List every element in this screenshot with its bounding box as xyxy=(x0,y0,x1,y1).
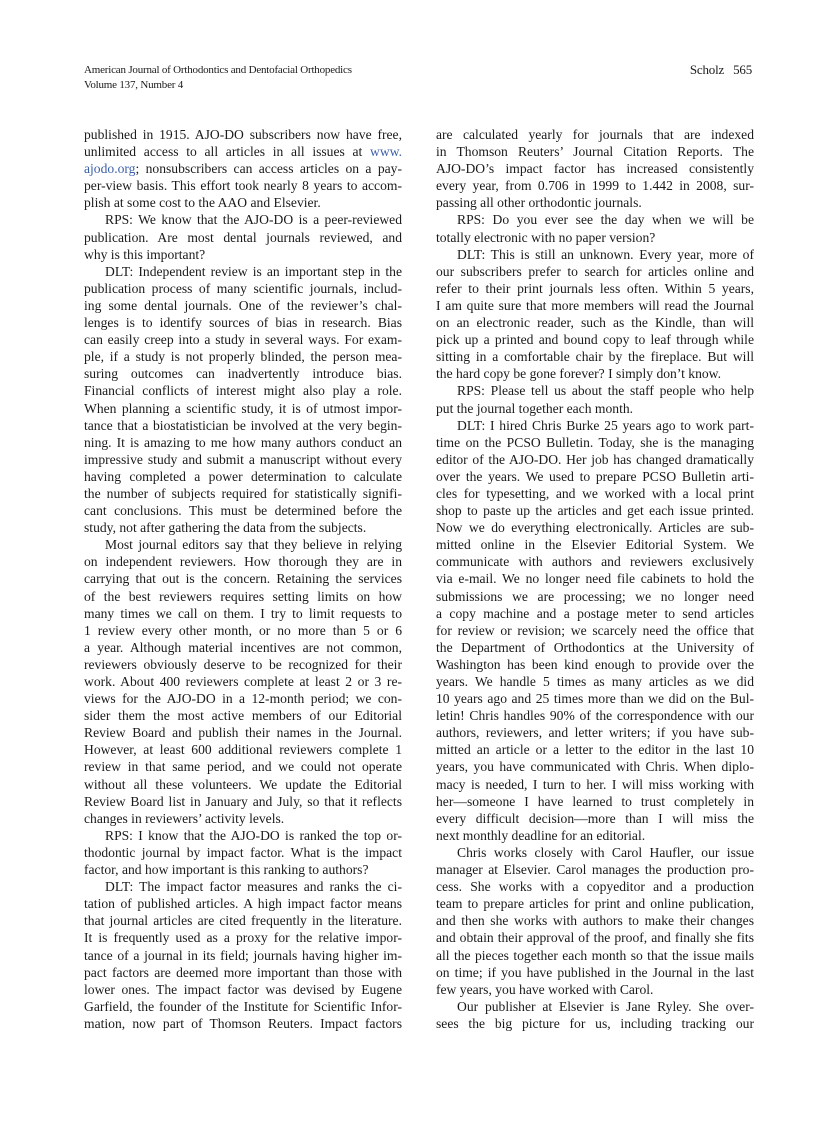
text-line: her—someone I have learned to trust completely in xyxy=(436,793,754,809)
paragraph xyxy=(84,536,402,827)
text-line: cant conclusions. This must be determined before the xyxy=(84,503,402,519)
text-line: years. We handle 5 times as many articles as we did xyxy=(436,674,754,689)
paragraph xyxy=(436,126,754,211)
text-line: sees the big picture for us, including tracking our xyxy=(436,1015,754,1031)
text-line: sider them the most active members of our Editorial xyxy=(84,708,402,724)
text-line: every year, from 0.706 in 1999 to 1.442 in 2008, sur- xyxy=(436,178,754,194)
text-line: AJO-DO’s impact factor has increased consistently xyxy=(436,161,754,177)
text-line: are calculated yearly for journals that are indexed xyxy=(436,127,754,142)
text-line: 10 years ago and 25 times more than we did on the Bul- xyxy=(436,691,754,707)
text-line: refer to their print journals less often. Within 5 years, xyxy=(436,280,754,296)
paragraph xyxy=(84,263,402,537)
text-line: pact factors are deemed more important than those with xyxy=(84,964,402,980)
author-name: Scholz xyxy=(689,62,725,77)
text-line: DLT: This is still an unknown. Every year, more of xyxy=(457,246,754,262)
text-line: Garfield, the founder of the Institute for Scientific Infor- xyxy=(84,998,402,1014)
text-line: ple, if a study is not properly blinded, the person mea- xyxy=(84,349,402,365)
text-line: on an electronic reader, such as the Kindle, than will xyxy=(436,315,754,331)
text-line: mitted an article or a letter to the editor in the last 10 xyxy=(436,742,754,758)
text-line: the number of subjects required for statistically signifi- xyxy=(84,485,402,501)
text-line: put the journal together each month. xyxy=(436,400,634,416)
text-line: work. About 400 reviewers complete at least 2 or 3 re- xyxy=(84,674,402,689)
text-line: having completed a power determination to calculate xyxy=(84,468,402,484)
paragraph xyxy=(436,998,754,1032)
text-line: However, at least 600 additional reviewers complete 1 xyxy=(84,742,402,758)
text-line: reviewers obviously deserve to be recognized for their xyxy=(84,656,402,672)
text-line: DLT: Independent review is an important step in the xyxy=(105,263,402,279)
page-number: 565 xyxy=(733,62,752,77)
text-line: Review Board and publish their names in the Journal. xyxy=(84,725,402,741)
text-line: When planning a scientific study, it is of utmost impor- xyxy=(84,400,402,416)
text-line: in Thomson Reuters’ Journal Citation Reports. The xyxy=(436,144,754,160)
text-line: authors, reviewers, and letter writers; if you have sub- xyxy=(436,725,754,741)
text-line: communicate with authors and reviewers exclusively xyxy=(436,554,754,570)
text-line: mitted online in the Elsevier Editorial System. We xyxy=(436,537,754,553)
paragraph xyxy=(84,211,402,262)
text-line: factor, and how important is this ranking to authors? xyxy=(84,862,369,878)
text-line: submissions we are processing; we no longer need xyxy=(436,588,754,604)
text-line: published in 1915. AJO-DO subscribers now have free, xyxy=(84,127,402,142)
text-line: ajodo.org; nonsubscribers can access articles on a pay- xyxy=(84,161,402,177)
website-link[interactable]: www. xyxy=(370,144,402,160)
text-column-right xyxy=(436,126,754,1032)
text-line: RPS: Please tell us about the staff people who help xyxy=(457,383,754,399)
text-line: Financial conflicts of interest might also play a role. xyxy=(84,383,402,399)
running-header-right xyxy=(681,62,752,77)
text-line: can easily creep into a study in several ways. For exam- xyxy=(84,332,402,348)
text-line: via e-mail. We no longer need file cabinets to hold the xyxy=(436,571,754,587)
text-line: team to prepare articles for print and online publication, xyxy=(436,896,754,912)
text-line: publication process of many scientific journals, includ- xyxy=(84,280,402,296)
text-line: tation of published articles. A high impact factor means xyxy=(84,896,402,912)
text-line: carrying that out is the concern. Retaining the services xyxy=(84,571,402,587)
text-line: per-view basis. This effort took nearly 8 years to accom- xyxy=(84,178,402,194)
text-line: I am quite sure that more members will read the Journal xyxy=(436,297,754,313)
text-line: Most journal editors say that they believe in relying xyxy=(105,537,402,553)
text-line: for review or revision; we scarcely need the office that xyxy=(436,622,754,638)
text-line: tance that a biostatistician be involved at the very begin- xyxy=(84,417,402,433)
text-line: shop to paste up the articles and get each issue printed. xyxy=(436,503,754,519)
text-line: RPS: Do you ever see the day when we will be xyxy=(457,212,754,228)
text-line: the hard copy be gone forever? I simply don’t know. xyxy=(436,366,722,382)
text-line: study, not after gathering the data from the subjects. xyxy=(84,520,367,536)
text-line: unlimited access to all articles in all issues at www. xyxy=(84,144,402,160)
text-line: lenges is to identify sources of bias in research. Bias xyxy=(84,315,402,331)
text-line: pick up a printed and bound copy to leaf through while xyxy=(436,332,754,348)
volume-number: Volume 137, Number 4 xyxy=(84,79,184,91)
text-line: few years, you have worked with Carol. xyxy=(436,981,654,997)
paragraph xyxy=(84,827,402,878)
text-line: manager at Elsevier. Carol manages the production pro- xyxy=(436,862,754,878)
text-line: lower ones. The impact factor was devised by Eugene xyxy=(84,981,402,997)
text-line: next monthly deadline for an editorial. xyxy=(436,827,646,843)
text-line: cess. She works with a copyeditor and a production xyxy=(436,879,754,895)
text-line: all the pieces together each month so that the issue mails xyxy=(436,947,754,963)
text-line: ing some dental journals. One of the reviewer’s chal- xyxy=(84,297,402,313)
text-line: 1 review every other month, or no more than 5 or 6 xyxy=(84,622,402,638)
text-line: It is frequently used as a proxy for the relative impor- xyxy=(84,930,402,946)
text-line: and then she works with authors to make their changes xyxy=(436,913,754,929)
text-line: DLT: I hired Chris Burke 25 years ago to work part- xyxy=(457,417,754,433)
text-line: over the years. We used to prepare PCSO Bulletin arti- xyxy=(436,468,754,484)
text-line: impressive study and submit a manuscript without every xyxy=(84,451,402,467)
text-line: Review Board list in January and July, so that it reflects xyxy=(84,793,402,809)
text-line: mation, now part of Thomson Reuters. Impact factors xyxy=(84,1015,402,1031)
text-line: Our publisher at Elsevier is Jane Ryley. She over- xyxy=(457,998,754,1014)
text-line: Chris works closely with Carol Haufler, our issue xyxy=(457,844,754,860)
text-line: passing all other orthodontic journals. xyxy=(436,195,642,211)
text-line: many times we call on them. I try to limit requests to xyxy=(84,605,402,621)
text-line: tance of a journal in its field; journals having higher im- xyxy=(84,947,402,963)
text-line: RPS: We know that the AJO-DO is a peer-reviewed xyxy=(105,212,402,228)
text-line: on independent reviewers. How thorough they are in xyxy=(84,554,402,570)
text-line: that journal articles are cited frequently in the literature. xyxy=(84,913,402,929)
text-line: time on the PCSO Bulletin. Today, she is the managing xyxy=(436,434,754,450)
text-line: ning. It is amazing to me how many authors conduct an xyxy=(84,434,402,450)
text-line: publication. Are most dental journals reviewed, and xyxy=(84,229,402,245)
text-line: editor of the AJO-DO. Her job has changed dramatically xyxy=(436,451,754,467)
text-line: cles for typesetting, and we worked with a local print xyxy=(436,485,754,501)
text-line: RPS: I know that the AJO-DO is ranked the top or- xyxy=(105,827,402,843)
text-line: suring outcomes can inadvertently introduce bias. xyxy=(84,366,402,382)
text-line: and obtain their approval of the proof, and finally she fits xyxy=(436,930,754,946)
text-line: Now we do everything electronically. Articles are sub- xyxy=(436,520,754,536)
text-line: a year. Although material incentives are not common, xyxy=(84,639,402,655)
paragraph xyxy=(436,211,754,245)
text-line: letin! Chris handles 90% of the correspondence with our xyxy=(436,708,754,724)
text-line: every difficult decision—more than I will miss the xyxy=(436,810,754,826)
text-line: our subscribers prefer to search for articles online and xyxy=(436,263,754,279)
text-line: without all these volunteers. We update the Editorial xyxy=(84,776,402,792)
text-line: sitting in a comfortable chair by the fireplace. But will xyxy=(436,349,754,365)
text-line: changes in reviewers’ activity levels. xyxy=(84,810,285,826)
paragraph xyxy=(436,246,754,383)
text-line: a copy machine and a postage meter to send articles xyxy=(436,605,754,621)
text-column-left xyxy=(84,126,402,1032)
text-line: the Department of Orthodontics at the University of xyxy=(436,639,754,655)
text-line: Washington has been kind enough to provide over the xyxy=(436,656,754,672)
text-line: DLT: The impact factor measures and ranks the ci- xyxy=(105,879,402,895)
running-header xyxy=(84,63,352,93)
text-line: on time; if you have published in the Journal in the last xyxy=(436,964,754,980)
text-line: views for the AJO-DO in a 12-month period; we con- xyxy=(84,691,402,707)
paragraph xyxy=(84,126,402,211)
journal-title: American Journal of Orthodontics and Dentofacial Orthopedics xyxy=(84,64,352,76)
paragraph xyxy=(84,878,402,1032)
text-line: of the best reviewers requires setting limits on how xyxy=(84,588,402,604)
text-line: totally electronic with no paper version? xyxy=(436,229,656,245)
text-line: plish at some cost to the AAO and Elsevier. xyxy=(84,195,321,211)
text-line: macy is needed, I turn to her. I will miss working with xyxy=(436,776,754,792)
text-line: review in that same period, and we could not operate xyxy=(84,759,402,775)
paragraph xyxy=(436,844,754,998)
website-link[interactable]: ajodo.org xyxy=(84,161,136,177)
text-line: why is this important? xyxy=(84,246,206,262)
paragraph xyxy=(436,382,754,416)
text-line: thodontic journal by impact factor. What is the impact xyxy=(84,844,402,860)
paragraph xyxy=(436,417,754,844)
text-line: years, you have communicated with Chris. When diplo- xyxy=(436,759,754,775)
